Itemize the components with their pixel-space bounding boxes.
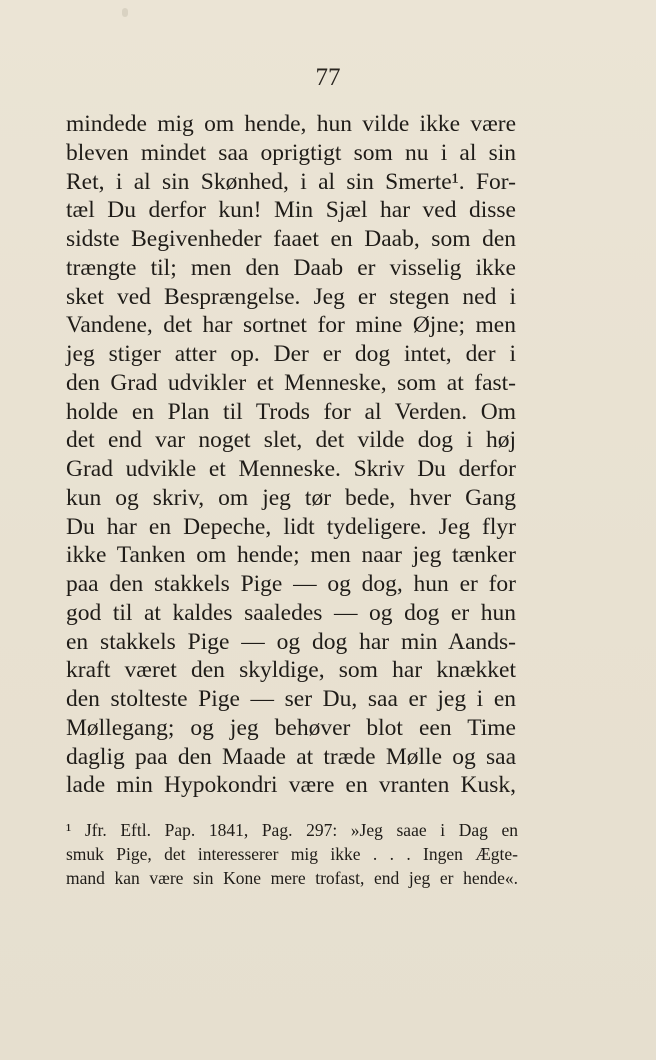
text-line: Møllegang; og jeg behøver blot een Time [66,714,516,741]
text-line: bleven mindet saa oprigtigt som nu i al sin [66,139,516,166]
text-line: den Grad udvikler et Menneske, som at fast- [66,369,516,396]
text-line: en stakkels Pige — og dog har min Aands- [66,628,516,655]
text-line: ikke Tanken om hende; men naar jeg tænker [66,542,516,569]
text-line: Grad udvikle et Menneske. Skriv Du derfor [66,456,516,482]
text-line: Du har en Depeche, lidt tydeligere. Jeg flyr [66,513,516,540]
footnote-line: mand kan være sin Kone mere trofast, end jeg er hende«. [66,868,518,888]
text-line: daglig paa den Maade at træde Mølle og saa [66,743,516,770]
text-line: trængte til; men den Daab er visselig ikke [66,254,516,281]
text-line: Vandene, det har sortnet for mine Øjne; men [66,312,516,339]
text-line: sidste Begivenheder faaet en Daab, som den [66,226,516,252]
text-line: jeg stiger atter op. Der er dog intet, der i [66,341,516,367]
body-text [66,110,516,800]
text-line: den stolteste Pige — ser Du, saa er jeg i en [66,686,516,712]
text-line: mindede mig om hende, hun vilde ikke være [66,111,516,137]
footnote-line: smuk Pige, det interesserer mig ikke . . . Ingen Ægte- [66,844,518,864]
text-line: Ret, i al sin Skønhed, i al sin Smerte¹. For- [66,168,516,195]
text-line: god til at kaldes saaledes — og dog er hun [66,599,516,626]
text-line: kraft været den skyldige, som har knækket [66,657,516,684]
text-line: holde en Plan til Trods for al Verden. Om [66,398,516,425]
text-line: kun og skriv, om jeg tør bede, hver Gang [66,484,516,511]
page-number: 77 [315,64,341,91]
text-line: tæl Du derfor kun! Min Sjæl har ved disse [66,197,516,224]
text-line: paa den stakkels Pige — og dog, hun er for [66,571,516,597]
footnote-line: ¹ Jfr. Eftl. Pap. 1841, Pag. 297: »Jeg saae i Dag en [66,820,518,840]
paper-speck [122,8,128,17]
text-line: sket ved Besprængelse. Jeg er stegen ned i [66,283,516,310]
text-line: lade min Hypokondri være en vranten Kusk, [66,772,516,799]
footnote [66,818,518,890]
text-line: det end var noget slet, det vilde dog i høj [66,427,516,454]
